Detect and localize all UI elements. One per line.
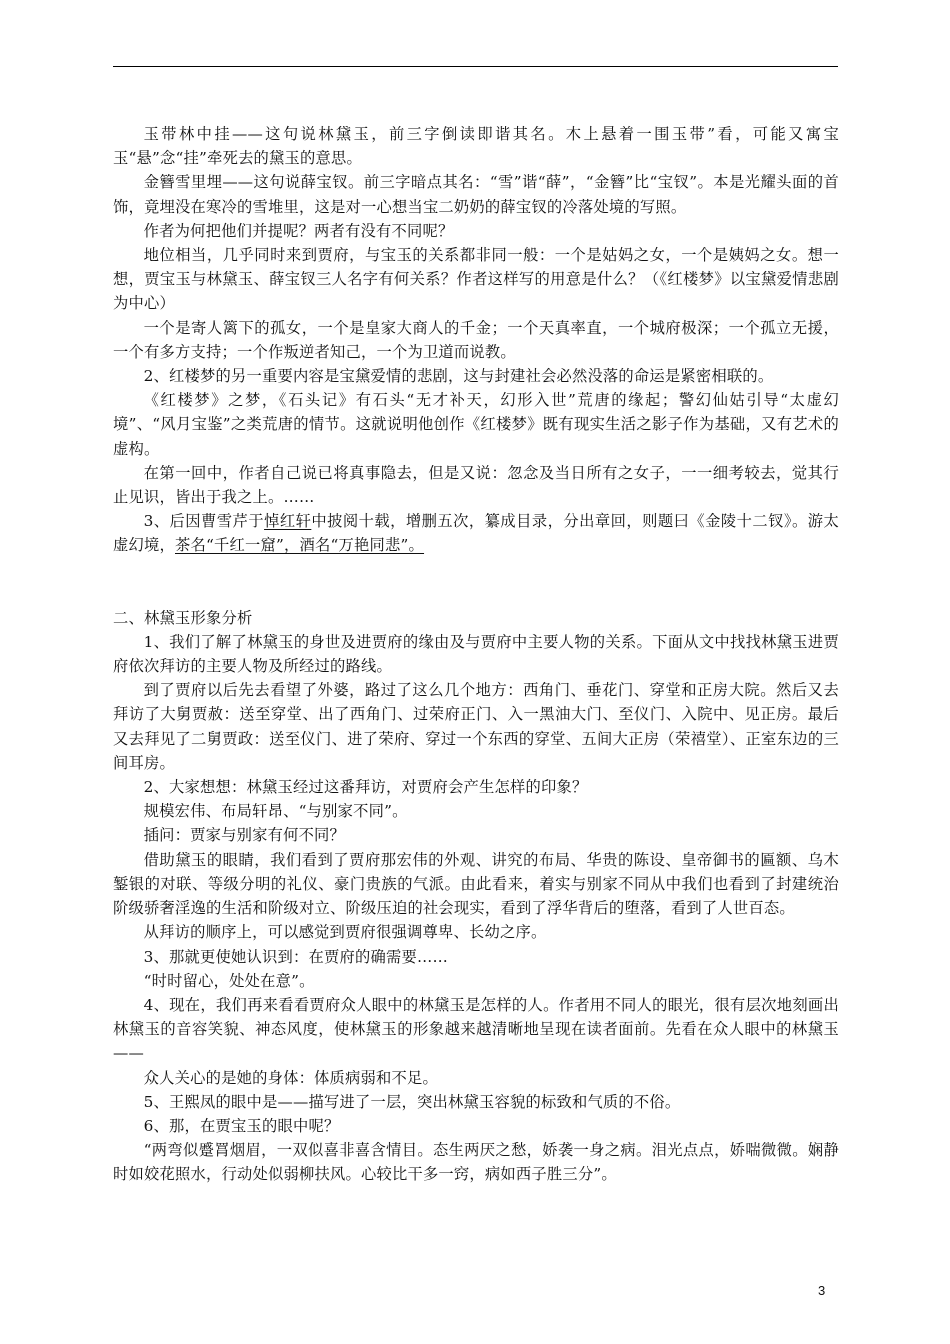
paragraph: 从拜访的顺序上，可以感觉到贾府很强调尊卑、长幼之序。 [143,923,547,942]
paragraph: 1、我们了解了林黛玉的身世及进贾府的缘由及与贾府中主要人物的关系。下面从文中找找林黛玉进贾府依次拜访的主要人物及所经过的路线。 [113,632,839,676]
page-number: 3 [818,1283,826,1298]
paragraph: 5、王熙凤的眼中是——描写进了一层，突出林黛玉容貌的标致和气质的不俗。 [143,1092,681,1111]
paragraph: 在第一回中，作者自己说已将真事隐去，但是又说：忽念及当日所有之女子，一一细考较去，觉其行止见识，皆出于我之上。…… [113,463,839,507]
paragraph: “时时留心，处处在意”。 [143,971,315,990]
paragraph: 到了贾府以后先去看望了外婆，路过了这么几个地方：西角门、垂花门、穿堂和正房大院。然后又去拜访了大舅贾赦：送至穿堂、出了西角门、过荣府正门、入一黑油大门、至仪门、入院中、见正房。最后又去拜见了二舅贾政：送至仪门、进了荣府、穿过一个东西的穿堂、五间大正房（荣禧堂）、正室东边的三间耳房。 [113,681,839,772]
paragraph: 2、红楼梦的另一重要内容是宝黛爱情的悲剧，这与封建社会必然没落的命运是紧密相联的。 [143,367,774,386]
paragraph: 6、那，在贾宝玉的眼中呢？ [143,1116,340,1135]
paragraph: 借助黛玉的眼睛，我们看到了贾府那宏伟的外观、讲究的布局、华贵的陈设、皇帝御书的匾额、乌木錾银的对联、等级分明的礼仪、豪门贵族的气派。由此看来，着实与别家不同从中我们也看到了封建统治阶级骄奢淫逸的生活和阶级对立、阶级压迫的社会现实，看到了浮华背后的堕落，看到了人世百态。 [113,850,839,918]
paragraph: 2、大家想想：林黛玉经过这番拜访，对贾府会产生怎样的印象？ [143,778,588,797]
paragraph: 一个是寄人篱下的孤女，一个是皇家大商人的千金；一个天真率直，一个城府极深；一个孤立无援，一个有多方支持；一个作叛逆者知己，一个为卫道而说教。 [113,318,839,361]
underlined-phrase: 茶名“千红一窟”，酒名“万艳同悲”。 [175,536,425,555]
paragraph-underlined: 3、后因曹雪芹于悼红轩中披阅十载，增删五次，纂成目录，分出章回，则题曰《金陵十二钗》。游太虚幻境，茶名“千红一窟”，酒名“万艳同悲”。 [113,512,839,555]
document-body [113,122,839,1187]
paragraph: 作者为何把他们并提呢？两者有没有不同呢？ [143,221,454,240]
paragraph: 玉带林中挂——这句说林黛玉，前三字倒读即谐其名。木上悬着一围玉带”看，可能又寓宝玉“悬”念“挂”牵死去的黛玉的意思。 [113,125,839,168]
underlined-phrase: 悼红轩 [264,512,312,531]
paragraph: 插问：贾家与别家有何不同？ [143,826,346,845]
paragraph: 规模宏伟、布局轩昂、“与别家不同”。 [143,802,408,821]
section-gap [113,558,839,606]
paragraph: 金簪雪里埋——这句说薛宝钗。前三字暗点其名：“雪”谐“薛”，“金簪”比“宝钗”。本是光耀头面的首饰，竟埋没在寒冷的雪堆里，这是对一心想当宝二奶奶的薛宝钗的冷落处境的写照。 [113,173,839,216]
header-rule [113,66,838,67]
paragraph: 地位相当，几乎同时来到贾府，与宝玉的关系都非同一般：一个是姑妈之女，一个是姨妈之女。想一想，贾宝玉与林黛玉、薛宝钗三人名字有何关系？作者这样写的用意是什么？（《红楼梦》以宝黛爱情悲剧为中心） [113,246,839,313]
section-heading: 二、林黛玉形象分析 [113,608,253,627]
paragraph: 3、那就更使她认识到：在贾府的确需要…… [143,947,448,966]
paragraph: 《红楼梦》之梦，《石头记》有石头“无才补天，幻形入世”荒唐的缘起；警幻仙姑引导“太虚幻境”、“风月宝鉴”之类荒唐的情节。这就说明他创作《红楼梦》既有现实生活之影子作为基础，又有艺术的虚构。 [113,391,839,458]
paragraph: “两弯似蹙罥烟眉，一双似喜非喜含情目。态生两厌之愁，娇袭一身之病。泪光点点，娇喘微微。娴静时如姣花照水，行动处似弱柳扶风。心较比干多一窍，病如西子胜三分”。 [113,1141,839,1184]
paragraph: 众人关心的是她的身体：体质病弱和不足。 [143,1068,439,1087]
paragraph: 4、现在，我们再来看看贾府众人眼中的林黛玉是怎样的人。作者用不同人的眼光，很有层次地刻画出林黛玉的音容笑貌、神态风度，使林黛玉的形象越来越清晰地呈现在读者面前。先看在众人眼中的林黛玉—— [113,995,839,1063]
